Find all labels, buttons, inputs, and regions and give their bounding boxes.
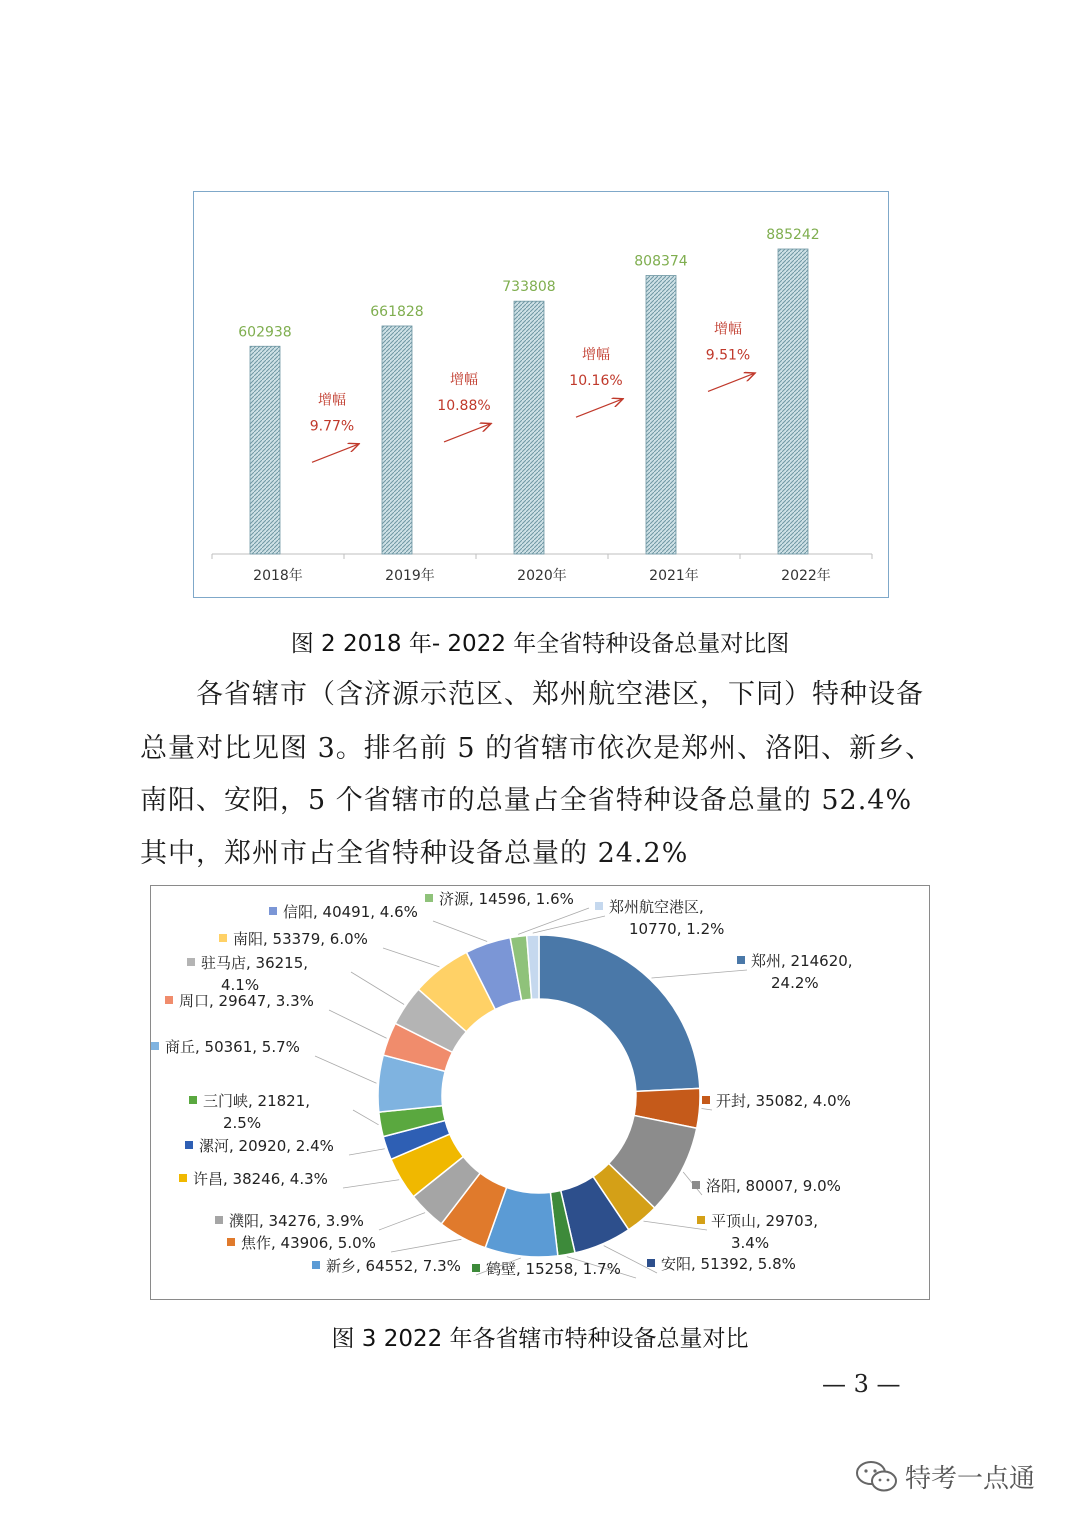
legend-swatch: [737, 956, 745, 964]
slice-label: 商丘, 50361, 5.7%: [165, 1038, 300, 1056]
bar-value-label: 602938: [238, 324, 292, 341]
leader-line: [702, 1109, 712, 1110]
paragraph-line-3: 南阳、安阳，5 个省辖市的总量占全省特种设备总量的 52.4%: [140, 785, 913, 816]
slice-label: 鹤壁, 15258, 1.7%: [486, 1260, 621, 1278]
growth-arrow: [444, 424, 490, 442]
growth-caption: 增幅: [318, 392, 346, 409]
slice-label: 2.5%: [223, 1114, 262, 1132]
figure3-frame: [150, 885, 930, 1300]
slice-label: 周口, 29647, 3.3%: [179, 992, 314, 1010]
legend-swatch: [269, 907, 277, 915]
slice-label: 3.4%: [731, 1234, 770, 1252]
legend-swatch: [187, 958, 195, 966]
legend-swatch: [185, 1141, 193, 1149]
legend-swatch: [702, 1096, 710, 1104]
donut-slice: [539, 935, 700, 1091]
x-tick-label: 2021年: [649, 568, 699, 584]
x-tick-label: 2022年: [781, 568, 831, 584]
legend-swatch: [425, 894, 433, 902]
leader-line: [353, 1110, 379, 1125]
slice-label: 南阳, 53379, 6.0%: [233, 930, 368, 948]
donut-chart: [151, 886, 929, 1299]
legend-swatch: [312, 1261, 320, 1269]
legend-swatch: [472, 1264, 480, 1272]
wechat-icon: [855, 1459, 899, 1495]
legend-swatch: [151, 1042, 159, 1050]
growth-percent: 9.77%: [309, 418, 355, 435]
slice-label: 平顶山, 29703,: [711, 1212, 819, 1230]
slice-label: 许昌, 38246, 4.3%: [193, 1170, 328, 1188]
leader-line: [349, 1149, 385, 1155]
bar: [514, 301, 544, 554]
slice-label: 安阳, 51392, 5.8%: [661, 1255, 796, 1273]
paragraph-line-4: 其中，郑州市占全省特种设备总量的 24.2%: [140, 838, 689, 869]
leader-line: [383, 948, 439, 967]
slice-label: 驻马店, 36215,: [201, 954, 309, 972]
x-tick-label: 2019年: [385, 568, 435, 584]
legend-swatch: [227, 1238, 235, 1246]
growth-percent: 10.16%: [569, 373, 623, 390]
figure2-frame: [193, 191, 889, 598]
slice-label: 漯河, 20920, 2.4%: [199, 1137, 334, 1155]
growth-caption: 增幅: [450, 371, 478, 388]
bar: [778, 249, 808, 554]
leader-line: [391, 1239, 461, 1252]
slice-label: 洛阳, 80007, 9.0%: [706, 1177, 841, 1195]
growth-caption: 增幅: [714, 321, 742, 338]
slice-label: 24.2%: [771, 974, 819, 992]
leader-line: [329, 1010, 387, 1038]
leader-line: [351, 972, 404, 1005]
leader-line: [343, 1180, 399, 1188]
watermark-text: 特考一点通: [905, 1464, 1036, 1494]
bar-value-label: 733808: [502, 279, 556, 296]
slice-label: 郑州航空港区,: [609, 898, 704, 916]
leader-line: [433, 921, 487, 941]
growth-caption: 增幅: [582, 347, 610, 364]
paragraph-line-1: 各省辖市（含济源示范区、郑州航空港区，下同）特种设备: [196, 679, 924, 710]
legend-swatch: [215, 1216, 223, 1224]
slice-label: 开封, 35082, 4.0%: [716, 1092, 851, 1110]
slice-label: 濮阳, 34276, 3.9%: [229, 1212, 364, 1230]
bar-value-label: 661828: [370, 303, 424, 320]
leader-line: [315, 1056, 376, 1083]
bar: [646, 275, 676, 554]
paragraph-line-2: 总量对比见图 3。排名前 5 的省辖市依次是郑州、洛阳、新乡、: [140, 733, 934, 764]
watermark: [855, 1458, 1035, 1495]
legend-swatch: [595, 902, 603, 910]
slice-label: 新乡, 64552, 7.3%: [326, 1257, 461, 1275]
slice-label: 三门峡, 21821,: [203, 1092, 311, 1110]
page-number: — 3 —: [822, 1370, 901, 1398]
bar-value-label: 808374: [634, 253, 688, 270]
legend-swatch: [165, 996, 173, 1004]
slice-label: 济源, 14596, 1.6%: [439, 890, 574, 908]
growth-arrow: [708, 373, 754, 391]
x-tick-label: 2020年: [517, 568, 567, 584]
leader-line: [518, 908, 589, 934]
legend-swatch: [189, 1096, 197, 1104]
growth-percent: 10.88%: [437, 397, 491, 414]
bar-value-label: 885242: [766, 227, 820, 243]
growth-percent: 9.51%: [705, 347, 751, 364]
legend-swatch: [692, 1181, 700, 1189]
figure3-caption: 图 3 2022 年各省辖市特种设备总量对比: [331, 1326, 749, 1352]
slice-label: 4.1%: [221, 976, 260, 994]
slice-label: 信阳, 40491, 4.6%: [283, 903, 418, 921]
leader-line: [379, 1213, 425, 1230]
legend-swatch: [179, 1174, 187, 1182]
x-tick-label: 2018年: [253, 568, 303, 584]
slice-label: 10770, 1.2%: [629, 920, 725, 938]
legend-swatch: [219, 934, 227, 942]
bar: [250, 346, 280, 554]
legend-swatch: [647, 1259, 655, 1267]
bar-chart: [194, 192, 888, 597]
slice-label: 焦作, 43906, 5.0%: [241, 1234, 376, 1252]
bar: [382, 326, 412, 554]
leader-line: [651, 970, 747, 978]
legend-swatch: [697, 1216, 705, 1224]
growth-arrow: [576, 399, 622, 417]
slice-label: 郑州, 214620,: [751, 952, 853, 970]
growth-arrow: [312, 444, 358, 462]
figure2-caption: 图 2 2018 年- 2022 年全省特种设备总量对比图: [290, 631, 790, 657]
